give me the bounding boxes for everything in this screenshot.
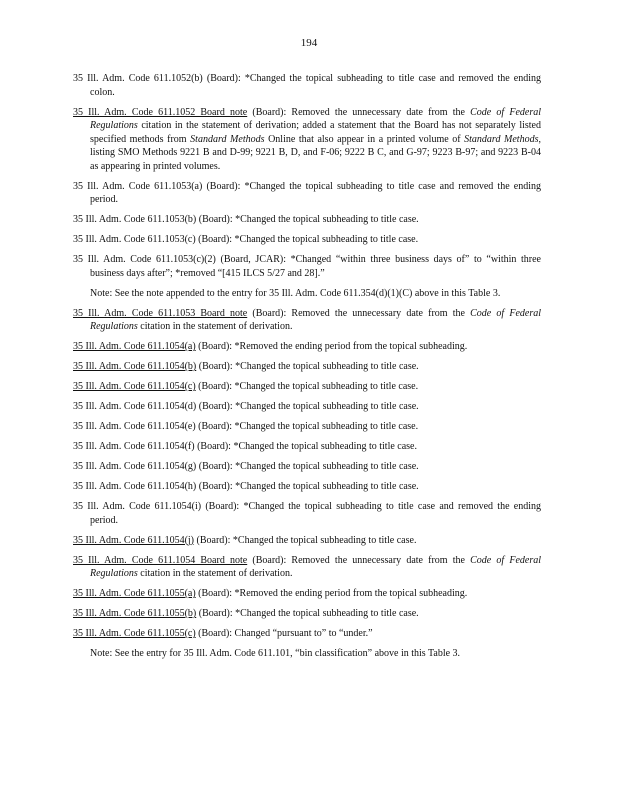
entry-citation: 35 Ill. Adm. Code 611.1054(c) (73, 381, 196, 392)
table-entry (73, 106, 541, 174)
entry-text: (Board): *Changed the topical subheading to title case. (196, 461, 419, 472)
entry-citation: 35 Ill. Adm. Code 611.1055(a) (73, 588, 196, 599)
entry-citation: 35 Ill. Adm. Code 611.1054(h) (73, 481, 197, 492)
entry-text: (Board): *Changed the topical subheading to title case. (194, 441, 417, 452)
entry-citation: 35 Ill. Adm. Code 611.1053(c) (73, 234, 196, 245)
entry-list (73, 72, 541, 667)
page-number: 194 (300, 37, 318, 49)
entry-text: Note: See the note appended to the entry for 35 Ill. Adm. Code 611.354(d)(1)(C) above in this Table 3. (90, 287, 501, 299)
entry-text: (Board): *Changed the topical subheading to title case and removed the ending period. (90, 180, 542, 205)
table-entry (73, 440, 541, 454)
entry-citation: 35 Ill. Adm. Code 611.1055(b) (73, 608, 197, 619)
entry-citation: 35 Ill. Adm. Code 611.1054(g) (73, 461, 197, 472)
entry-citation: 35 Ill. Adm. Code 611.1054(i) (73, 501, 202, 512)
table-entry (73, 500, 541, 527)
entry-text: (Board): *Changed the topical subheading to title case. (196, 401, 419, 412)
entry-text: Note: See the entry for 35 Ill. Adm. Code 611.101, “bin classification” above in this Table 3. (90, 648, 461, 659)
entry-text: (Board): *Changed the topical subheading to title case and removed the ending colon. (90, 73, 542, 98)
entry-text: (Board): *Changed the topical subheading to title case. (195, 381, 419, 392)
entry-citation: 35 Ill. Adm. Code 611.1052(b) (73, 73, 203, 84)
entry-text: (Board): *Changed the topical subheading to title case. (195, 421, 419, 432)
entry-citation: 35 Ill. Adm. Code 611.1052 Board note (73, 106, 248, 118)
entry-text: (Board): *Changed the topical subheading to title case. (196, 608, 419, 619)
table-entry (73, 233, 541, 247)
table-entry (73, 400, 541, 414)
entry-citation: 35 Ill. Adm. Code 611.1054(f) (73, 441, 195, 452)
table-entry (73, 534, 541, 548)
table-entry (73, 213, 541, 227)
entry-citation: 35 Ill. Adm. Code 611.1054(j) (73, 534, 195, 546)
entry-text: (Board): *Changed the topical subheading to title case and removed the ending period. (90, 501, 541, 526)
entry-citation: 35 Ill. Adm. Code 611.1054(b) (73, 361, 197, 372)
note-paragraph (73, 647, 541, 661)
entry-text: (Board): *Changed the topical subheading to title case. (196, 361, 419, 372)
entry-citation: 35 Ill. Adm. Code 611.1053(a) (73, 180, 203, 192)
table-entry (73, 554, 541, 581)
entry-citation: 35 Ill. Adm. Code 611.1053(c)(2) (73, 254, 216, 265)
table-entry (73, 340, 541, 354)
entry-text: (Board): Removed the unnecessary date from the Code of Federal Regulations citation in the statement of derivation; added a statement that the Board has not separately listed specified methods from Standard Methods Online that also appear in a printed volume of Standard Methods, listing SMO Methods 9221 B and D-99; 9221 B, D, and F-06; 9222 B C, and G-97; 9223 B-97; and 9223 B-04 as appearing in printed volumes. (90, 106, 541, 172)
table-entry (73, 480, 541, 494)
table-entry (73, 72, 541, 99)
entry-text: (Board): *Changed the topical subheading to title case. (196, 481, 419, 492)
entry-text: (Board): Removed the unnecessary date from the Code of Federal Regulations citation in the statement of derivation. (90, 554, 541, 579)
entry-citation: 35 Ill. Adm. Code 611.1055(c) (73, 628, 196, 639)
entry-text: (Board): *Removed the ending period from the topical subheading. (195, 588, 468, 599)
note-paragraph (73, 287, 541, 301)
table-entry (73, 360, 541, 374)
table-entry (73, 607, 541, 621)
entry-text: (Board, JCAR): *Changed “within three business days of” to “within three business days after”; *removed “[415 ILCS 5/27 and 28].” (90, 254, 541, 279)
entry-text: (Board): *Removed the ending period from the topical subheading. (195, 341, 468, 352)
entry-citation: 35 Ill. Adm. Code 611.1054(e) (73, 421, 196, 432)
entry-citation: 35 Ill. Adm. Code 611.1054 Board note (73, 554, 248, 566)
table-entry (73, 380, 541, 394)
table-entry (73, 420, 541, 434)
entry-text: (Board): Removed the unnecessary date from the Code of Federal Regulations citation in the statement of derivation. (90, 307, 541, 332)
table-entry (73, 307, 541, 334)
entry-text: (Board): *Changed the topical subheading to title case. (195, 234, 419, 245)
entry-citation: 35 Ill. Adm. Code 611.1053(b) (73, 214, 197, 225)
entry-citation: 35 Ill. Adm. Code 611.1053 Board note (73, 307, 248, 319)
table-entry (73, 180, 541, 207)
entry-citation: 35 Ill. Adm. Code 611.1054(a) (73, 341, 196, 352)
table-entry (73, 253, 541, 280)
table-entry (73, 627, 541, 641)
entry-text: (Board): Changed “pursuant to” to “under.” (195, 628, 373, 639)
entry-text: (Board): *Changed the topical subheading to title case. (196, 214, 419, 225)
table-entry (73, 587, 541, 601)
entry-text: (Board): *Changed the topical subheading to title case. (194, 534, 417, 546)
table-entry (73, 460, 541, 474)
entry-citation: 35 Ill. Adm. Code 611.1054(d) (73, 401, 197, 412)
